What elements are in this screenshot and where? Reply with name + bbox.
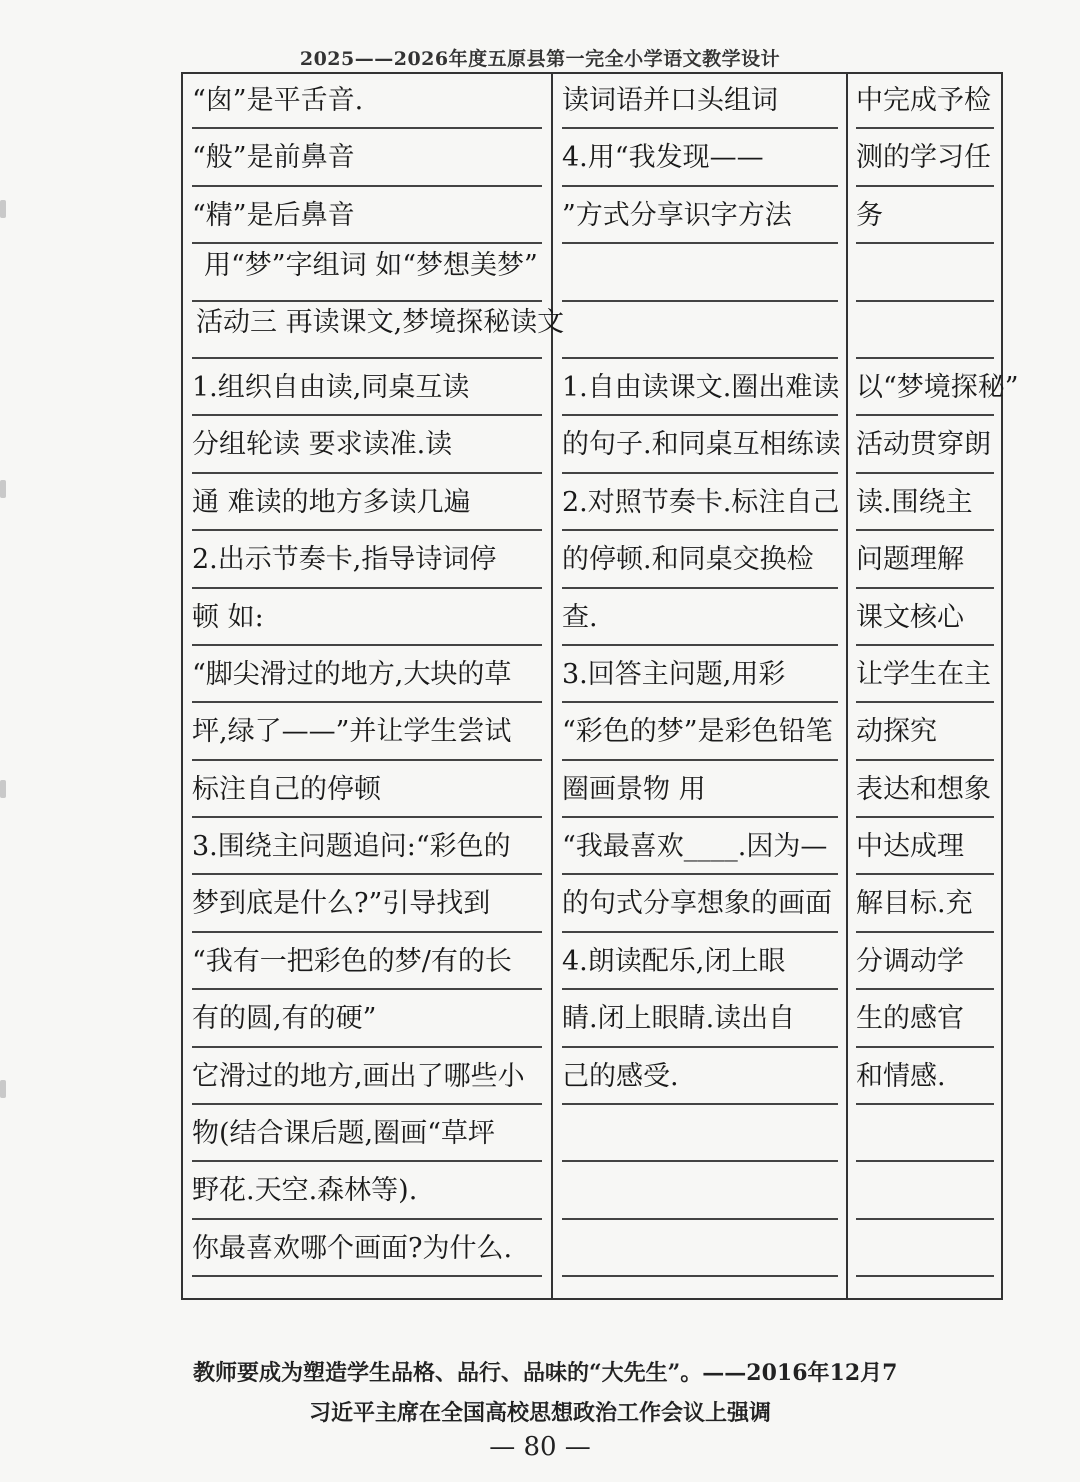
teacher-activity-line: 梦到底是什么?”引导找到 (192, 875, 542, 932)
design-intent-line (856, 1105, 994, 1162)
design-intent-line (856, 1220, 994, 1277)
student-activity-line: 的句子.和同桌互相练读 (562, 416, 838, 473)
student-activity-line (562, 1220, 838, 1277)
student-activity-line (562, 1105, 838, 1162)
design-intent-line: 表达和想象 (856, 761, 994, 818)
teacher-activity-line: 2.出示节奏卡,指导诗词停 (192, 531, 542, 588)
design-intent-line: 生的感官 (856, 990, 994, 1047)
design-intent-line: 课文核心 (856, 589, 994, 646)
student-activity-line: 查. (562, 589, 838, 646)
page-number: — 80 — (489, 1432, 591, 1462)
student-activity-line (562, 302, 838, 359)
student-activity-line: 睛.闭上眼睛.读出自 (562, 990, 838, 1047)
design-intent-line: 解目标.充 (856, 875, 994, 932)
footer-source: 习近平主席在全国高校思想政治工作会议上强调 (308, 1400, 771, 1426)
teacher-activity-line: 它滑过的地方,画出了哪些小 (192, 1048, 542, 1105)
student-activity-line: 圈画景物 用 (562, 761, 838, 818)
student-activity-line: ”方式分享识字方法 (562, 187, 838, 244)
student-activity-line: “我最喜欢____.因为— (562, 818, 838, 875)
design-intent-line: 活动贯穿朗 (856, 416, 994, 473)
student-activity-line (562, 244, 838, 301)
student-activity-line: 的句式分享想象的画面 (562, 875, 838, 932)
teacher-activity-line: 坪,绿了——”并让学生尝试 (192, 703, 542, 760)
design-intent-line: 中达成理 (856, 818, 994, 875)
student-activity-line: 3.回答主问题,用彩 (562, 646, 838, 703)
teacher-activity-line: 通 难读的地方多读几遍 (192, 474, 542, 531)
student-activity-line: 1.自由读课文.圈出难读 (562, 359, 838, 416)
student-activity-line: 己的感受. (562, 1048, 838, 1105)
teacher-activity-line: “我有一把彩色的梦/有的长 (192, 933, 542, 990)
teacher-activity-line: “般”是前鼻音 (192, 129, 542, 186)
span-row-activity-three: 活动三 再读课文,梦境探秘读文 (196, 307, 565, 338)
design-intent-line (856, 302, 994, 359)
student-activity-line: “彩色的梦”是彩色铅笔 (562, 703, 838, 760)
student-activity-line (562, 1162, 838, 1219)
page-header: 2025——2026年度五原县第一完全小学语文教学设计 (299, 48, 781, 70)
binding-holes (0, 60, 8, 1260)
teacher-activity-line: 分组轮读 要求读准.读 (192, 416, 542, 473)
column-divider (846, 72, 848, 1300)
teacher-activity-line: 物(结合课后题,圈画“草坪 (192, 1105, 542, 1162)
design-intent-line: 分调动学 (856, 933, 994, 990)
design-intent-line: 以“梦境探秘” (856, 359, 994, 416)
teacher-activity-line: 标注自己的停顿 (192, 761, 542, 818)
student-activity-line: 2.对照节奏卡.标注自己 (562, 474, 838, 531)
design-intent-line: 中完成予检 (856, 72, 994, 129)
student-activity-line: 4.朗读配乐,闭上眼 (562, 933, 838, 990)
student-activity-line: 4.用“我发现—— (562, 129, 838, 186)
teacher-activity-line: 顿 如: (192, 589, 542, 646)
design-intent-line: 和情感. (856, 1048, 994, 1105)
teacher-activity-line: 野花.天空.森林等). (192, 1162, 542, 1219)
design-intent-line: 测的学习任 (856, 129, 994, 186)
teacher-activity-line: 有的圆,有的硬” (192, 990, 542, 1047)
design-intent-column (856, 72, 1019, 1277)
design-intent-line: 动探究 (856, 703, 994, 760)
design-intent-line (856, 244, 994, 301)
column-divider (551, 72, 553, 1300)
teacher-activity-line: 你最喜欢哪个画面?为什么. (192, 1220, 542, 1277)
footer-quote: 教师要成为塑造学生品格、品行、品味的“大先生”。——2016年12月7 (193, 1360, 898, 1386)
student-activity-column (562, 72, 841, 1277)
student-activity-line: 读词语并口头组词 (562, 72, 838, 129)
teacher-activity-line: 1.组织自由读,同桌互读 (192, 359, 542, 416)
teacher-activity-line: “脚尖滑过的地方,大块的草 (192, 646, 542, 703)
teacher-activity-line: “精”是后鼻音 (192, 187, 542, 244)
design-intent-line (856, 1162, 994, 1219)
design-intent-line: 读.围绕主 (856, 474, 994, 531)
student-activity-line: 的停顿.和同桌交换检 (562, 531, 838, 588)
design-intent-line: 问题理解 (856, 531, 994, 588)
design-intent-line: 让学生在主 (856, 646, 994, 703)
span-row-word-building: 用“梦”字组词 如“梦想美梦” (204, 250, 538, 281)
teacher-activity-line: “囱”是平舌音. (192, 72, 542, 129)
teacher-activity-line: 3.围绕主问题追问:“彩色的 (192, 818, 542, 875)
design-intent-line: 务 (856, 187, 994, 244)
